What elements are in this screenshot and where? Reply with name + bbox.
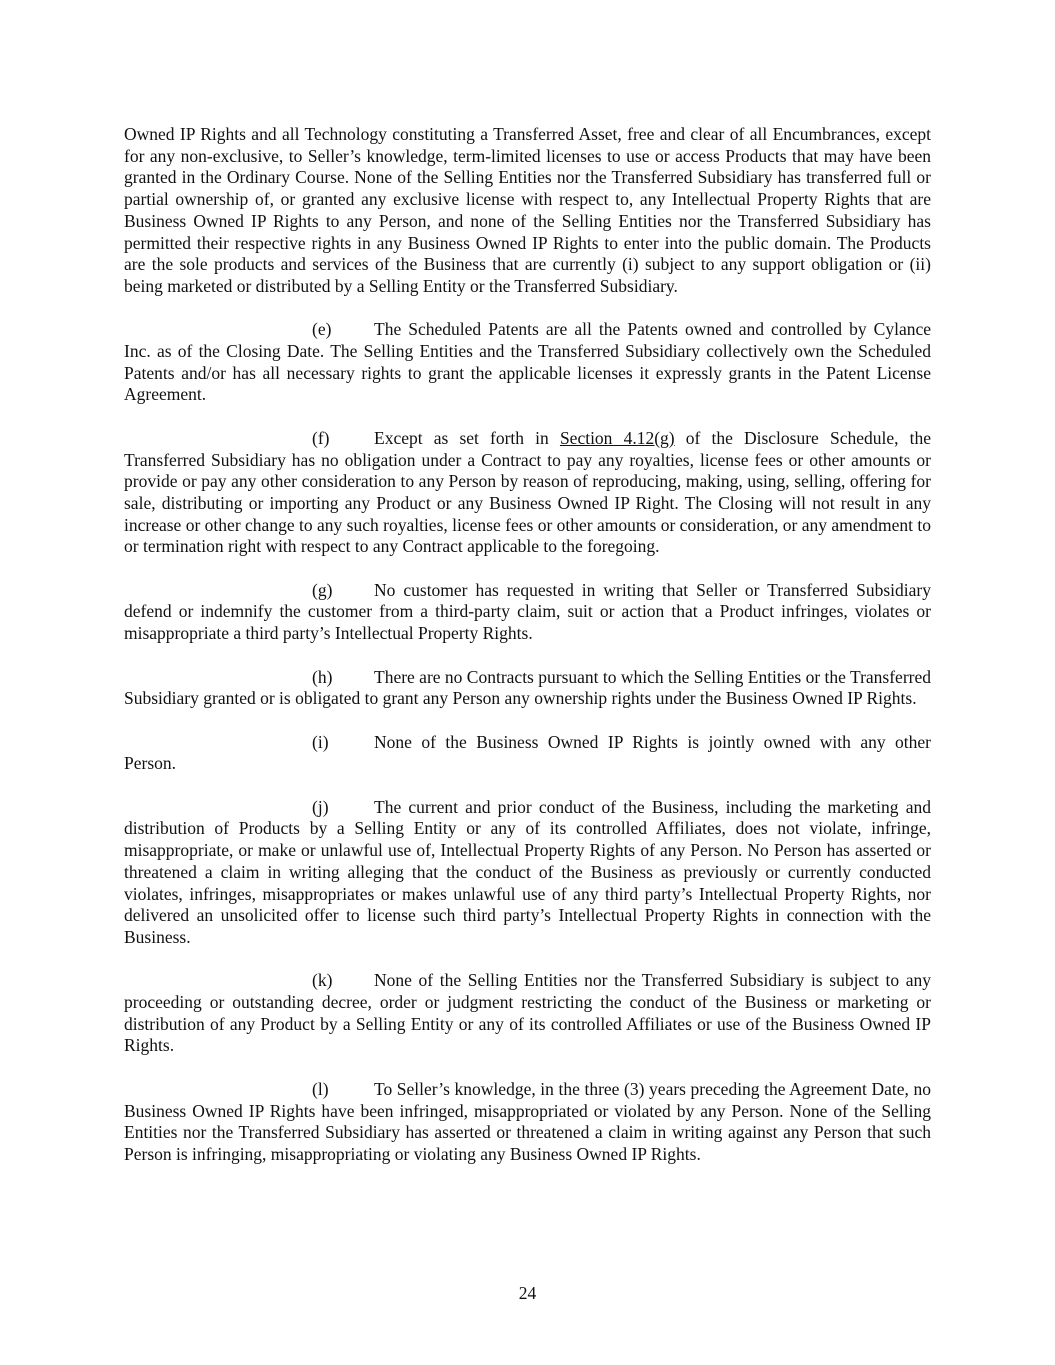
paragraph-number: (k) [312, 970, 333, 991]
paragraph-number: (g) [312, 579, 333, 600]
paragraph-k [124, 970, 931, 1057]
paragraph-text: The Scheduled Patents are all the Patents owned and controlled by Cylance Inc. as of the Closing Date. The Selling Entities and the Transferred Subsidiary collectively own the Scheduled Patents and/or has all necessary rights to grant the applicable licenses it expressly grants in the Patent License Agreement. [124, 319, 931, 405]
paragraph-text: None of the Business Owned IP Rights is jointly owned with any other [374, 731, 931, 752]
paragraph-f [124, 428, 931, 558]
paragraph-h [124, 667, 931, 710]
document-body [124, 124, 931, 1187]
paragraph-number: (f) [312, 427, 330, 448]
paragraph-number: (j) [312, 796, 329, 817]
section-reference: Section 4.12(g) [559, 427, 675, 448]
paragraph-number: (i) [312, 731, 329, 752]
paragraph-number: (l) [312, 1078, 329, 1099]
paragraph-number: (h) [312, 666, 333, 687]
paragraph-text: The current and prior conduct of the Business, including the marketing and distribution of Products by a Selling Entity or any of its controlled Affiliates, does not violate, infringe, misappropriate, or make or unlawful use of, Intellectual Property Rights of any Person. No Person has asserted or threatened a claim in writing alleging that the conduct of the Business as previously or currently conducted violates, infringes, misappropriates or makes unlawful use of any third party’s Intellectual Property Rights, nor delivered an unsolicited offer to license such third party’s Intellectual Property Rights in connection with the Business. [124, 796, 931, 947]
paragraph-i [124, 732, 931, 754]
paragraph-text: To Seller’s knowledge, in the three (3) years preceding the Agreement Date, no Business Owned IP Rights have been infringed, misappropriated or violated by any Person. None of the Selling Entities nor the Transferred Subsidiary has asserted or threatened a claim in writing against any Person that such Person is infringing, misappropriating or violating any Business Owned IP Rights. [124, 1078, 931, 1164]
paragraph-text: No customer has requested in writing that Seller or Transferred Subsidiary defend or indemnify the customer from a third-party claim, suit or action that a Product infringes, violates or misappropriate a third party’s Intellectual Property Rights. [124, 579, 931, 644]
paragraph-text: There are no Contracts pursuant to which the Selling Entities or the Transferred Subsidiary granted or is obligated to grant any Person any ownership rights under the Business Owned IP Rights. [124, 666, 931, 709]
paragraph-text-post: of the Disclosure Schedule, the Transferred Subsidiary has no obligation under a Contract to pay any royalties, license fees or other amounts or provide or pay any other consideration to any Person by reason of reproducing, making, using, selling, offering for sale, distributing or importing any Product or any Business Owned IP Right. The Closing will not result in any increase or other change to any such royalties, license fees or other amounts or consideration, or any amendment to or termination right with respect to any Contract applicable to the foregoing. [124, 427, 932, 557]
paragraph-j [124, 797, 931, 949]
paragraph-g [124, 580, 931, 645]
paragraph-i-continuation: Person. [124, 753, 177, 774]
page-number: 24 [518, 1283, 537, 1303]
paragraph-continuation: Owned IP Rights and all Technology constituting a Transferred Asset, free and clear of all Encumbrances, except for any non-exclusive, to Seller’s knowledge, term-limited licenses to use or access Products that may have been granted in the Ordinary Course. None of the Selling Entities nor the Transferred Subsidiary has transferred full or partial ownership of, or granted any exclusive license with respect to, any Intellectual Property Rights that are Business Owned IP Rights to any Person, and none of the Selling Entities nor the Transferred Subsidiary has permitted their respective rights in any Business Owned IP Rights to enter into the public domain. The Products are the sole products and services of the Business that are currently (i) subject to any support obligation or (ii) being marketed or distributed by a Selling Entity or the Transferred Subsidiary. [124, 124, 931, 296]
paragraph-e [124, 319, 931, 406]
paragraph-l [124, 1079, 931, 1166]
paragraph-number: (e) [312, 319, 332, 340]
paragraph-text-pre: Except as set forth in [374, 427, 560, 448]
paragraph-text: None of the Selling Entities nor the Transferred Subsidiary is subject to any proceeding or outstanding decree, order or judgment restricting the conduct of the Business or marketing or distribution of any Product by a Selling Entity or any of its controlled Affiliates or use of the Business Owned IP Rights. [124, 970, 931, 1056]
